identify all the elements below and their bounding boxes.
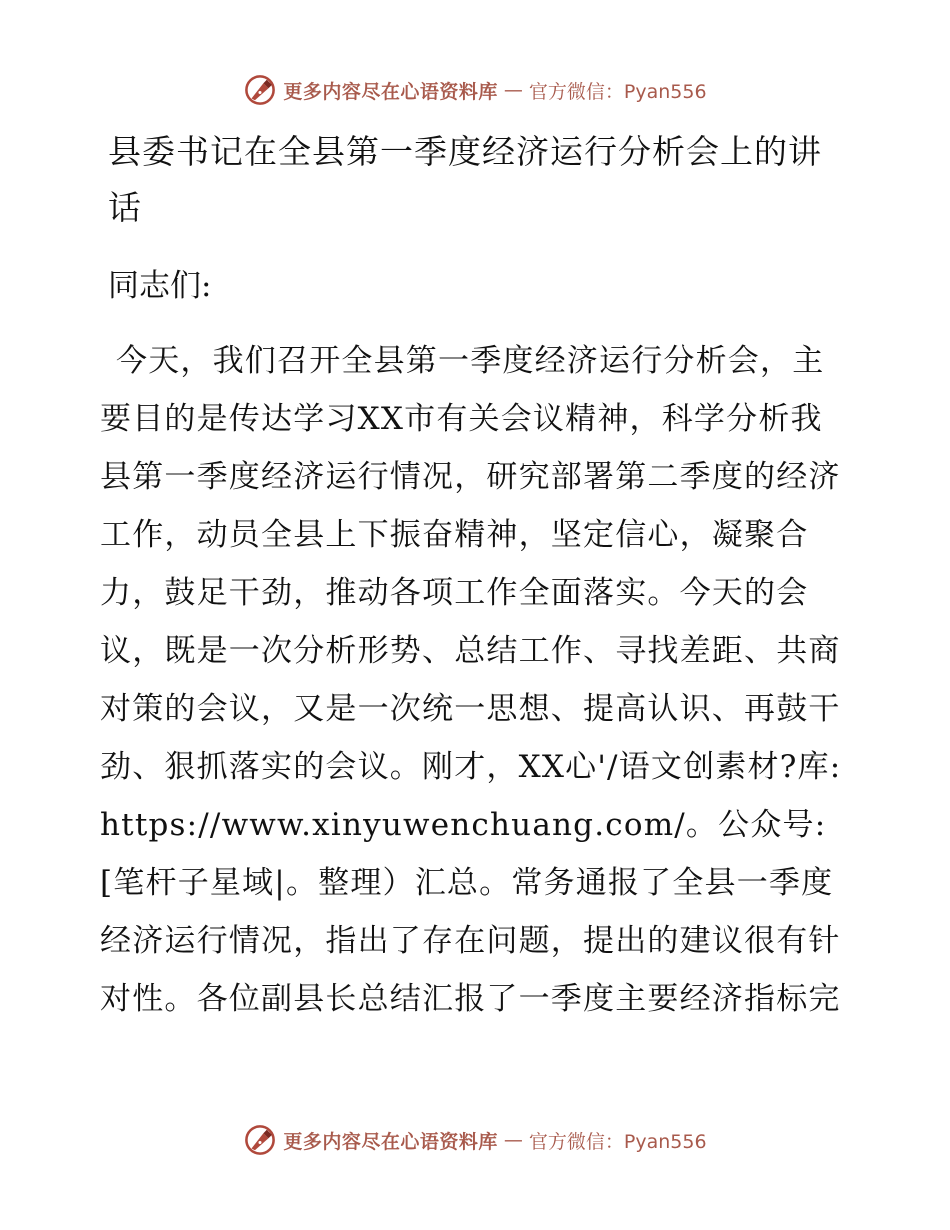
- banner-site-text: 更多内容尽在心语资料库: [283, 80, 498, 103]
- footer-banner: [0, 1120, 950, 1160]
- paragraph-text: 今天，我们召开全县第一季度经济运行分析会，主要目的是传达学习XX市有关会议精神，科学分析我县第一季度经济运行情况，研究部署第二季度的经济工作，动员全县上下振奋精神，坚定信心，凝聚合力，鼓足干劲，推动各项工作全面落实。今天的会议，既是一次分析形势、总结工作、寻找差距、共商对策的会议，又是一次统一思想、提高认识、再鼓干劲、狠抓落实的会议。刚才，XX心'/语文创素材?库: https://www.xinyuwenchuang.com/。公众号: [笔杆子星域|。整理）汇总。常务通报了全县一季度经济运行情况，指出了存在问题，提出的建议很有针对性。各位副县长总结汇报了一季度主要经济指标完: [100, 343, 842, 1017]
- salutation: 同志们:: [108, 268, 212, 304]
- document-body: [100, 124, 852, 1028]
- header-banner: [0, 70, 950, 110]
- banner-site-text: 更多内容尽在心语资料库: [283, 1130, 498, 1153]
- banner-wechat-text: 官方微信：Pyan556: [528, 80, 707, 103]
- pen-nib-logo-icon: [243, 73, 277, 107]
- banner-separator: —: [503, 79, 523, 101]
- pen-nib-logo-icon: [243, 1123, 277, 1157]
- banner-separator: —: [503, 1129, 523, 1151]
- body-paragraph: [100, 332, 852, 1028]
- document-title: 县委书记在全县第一季度经济运行分析会上的讲话: [108, 132, 822, 227]
- banner-wechat-text: 官方微信：Pyan556: [528, 1130, 707, 1153]
